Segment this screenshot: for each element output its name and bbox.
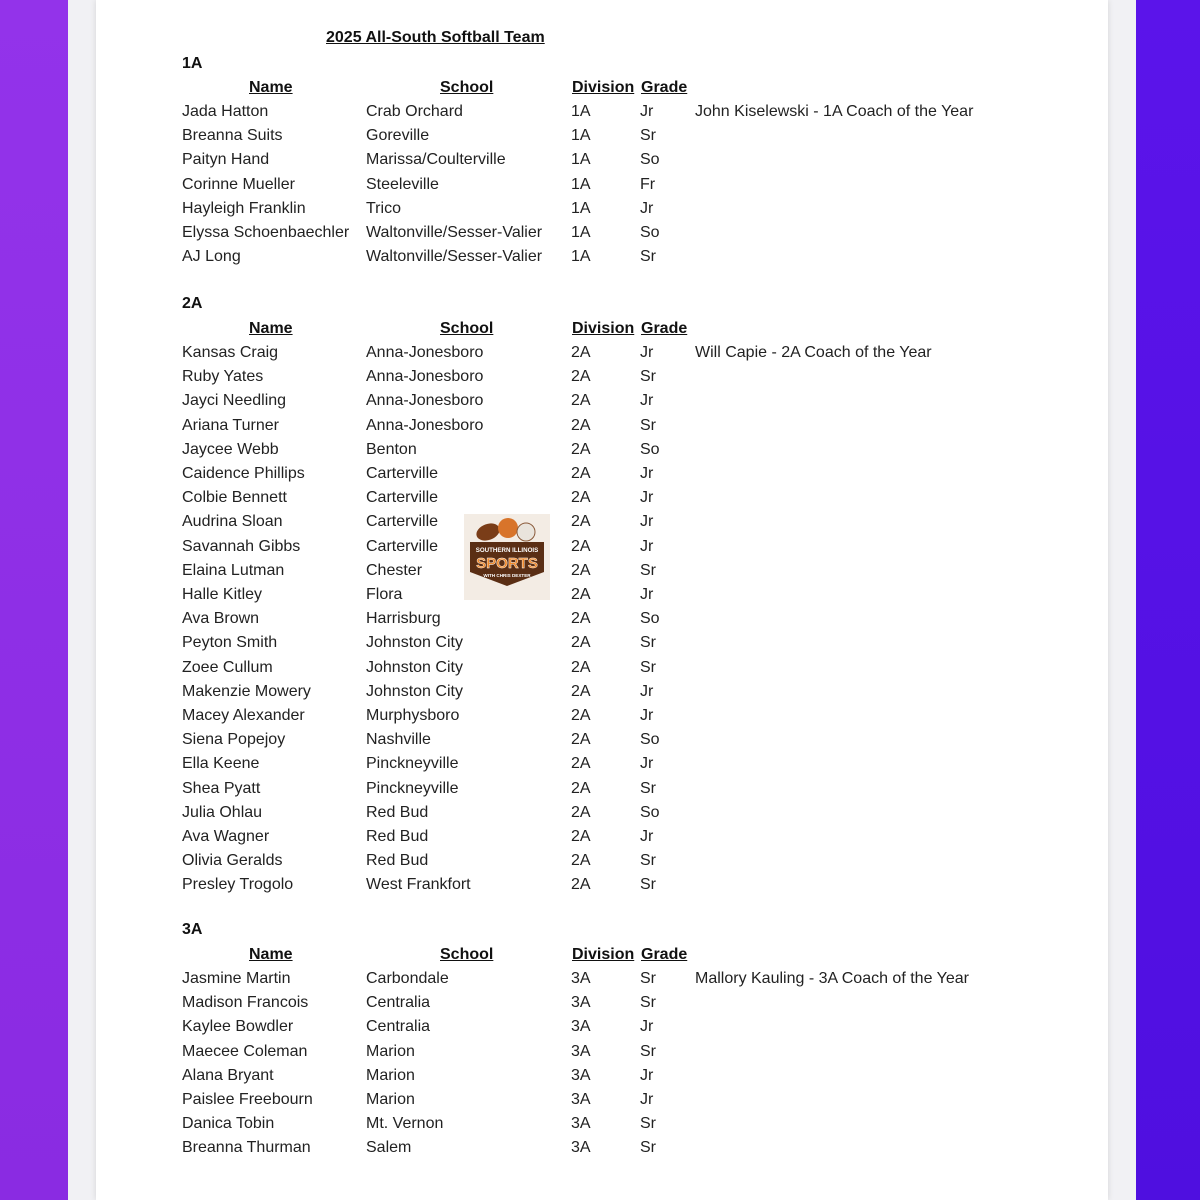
player-grade: Sr <box>640 561 656 579</box>
header-school: School <box>440 946 494 963</box>
player-grade: Sr <box>640 368 656 386</box>
player-name: Breanna Thurman <box>182 1139 311 1157</box>
table-row <box>0 368 1100 392</box>
header-school: School <box>440 320 494 337</box>
player-grade: Jr <box>640 392 654 410</box>
player-school: Carterville <box>366 489 439 507</box>
player-grade: Jr <box>640 537 654 555</box>
player-grade: Sr <box>640 634 656 652</box>
player-name: Jasmine Martin <box>182 970 291 987</box>
player-school: Red Bud <box>366 828 429 845</box>
table-row <box>0 513 1100 537</box>
player-division: 2A <box>571 416 591 434</box>
header-name: Name <box>249 79 293 96</box>
player-school: Red Bud <box>366 803 429 821</box>
player-grade: Sr <box>640 852 656 870</box>
player-school: Carterville <box>366 465 439 482</box>
player-school: Crab Orchard <box>366 103 463 120</box>
player-grade: Fr <box>640 175 656 193</box>
svg-text:SPORTS: SPORTS <box>476 555 538 572</box>
player-grade: Sr <box>640 1115 656 1133</box>
player-school: Johnston City <box>366 634 463 652</box>
player-school: Red Bud <box>366 852 429 870</box>
player-grade: So <box>640 224 660 241</box>
player-division: 2A <box>571 392 591 410</box>
player-name: Breanna Suits <box>182 127 283 145</box>
player-grade: Sr <box>640 970 656 987</box>
table-row <box>0 683 1100 707</box>
player-division: 1A <box>571 224 591 241</box>
table-row <box>0 417 1100 441</box>
table-row <box>0 610 1100 634</box>
player-division: 2A <box>571 755 591 773</box>
table-row <box>0 1139 1100 1163</box>
player-school: Carbondale <box>366 970 449 987</box>
player-school: Centralia <box>366 994 431 1012</box>
player-name: AJ Long <box>182 248 241 266</box>
player-name: Alana Bryant <box>182 1066 274 1084</box>
player-name: Danica Tobin <box>182 1115 275 1133</box>
player-division: 2A <box>571 731 591 749</box>
player-grade: Sr <box>640 1139 656 1157</box>
player-grade: Sr <box>640 779 656 797</box>
player-division: 2A <box>571 658 591 676</box>
player-name: Peyton Smith <box>182 634 278 652</box>
table-row <box>0 1018 1100 1042</box>
player-school: Steeleville <box>366 175 439 193</box>
player-name: Maecee Coleman <box>182 1042 308 1060</box>
player-division: 3A <box>571 994 591 1012</box>
player-division: 2A <box>571 465 591 482</box>
southern-illinois-sports-logo <box>464 514 550 600</box>
player-name: Olivia Geralds <box>182 852 283 870</box>
player-name: Jada Hatton <box>182 103 269 120</box>
player-grade: Sr <box>640 1042 656 1060</box>
header-division: Division <box>572 320 635 337</box>
player-division: 1A <box>571 151 591 169</box>
player-name: Makenzie Mowery <box>182 682 311 700</box>
table-row <box>0 970 1100 994</box>
header-grade: Grade <box>641 946 688 963</box>
table-row <box>0 248 1100 272</box>
player-school: West Frankfort <box>366 876 471 894</box>
player-grade: Jr <box>640 489 654 507</box>
player-grade: So <box>640 610 660 628</box>
player-name: Zoee Cullum <box>182 658 273 676</box>
player-school: Johnston City <box>366 682 463 700</box>
table-row <box>0 392 1100 416</box>
player-name: Elaina Lutman <box>182 561 285 579</box>
player-school: Centralia <box>366 1018 431 1036</box>
player-name: Jayci Needling <box>182 392 287 410</box>
coach-of-the-year-note: Mallory Kauling - 3A Coach of the Year <box>695 970 969 987</box>
table-row <box>0 659 1100 683</box>
player-division: 2A <box>571 876 591 894</box>
right-gradient-border <box>1136 0 1200 1200</box>
table-row <box>0 634 1100 658</box>
player-division: 3A <box>571 1042 591 1060</box>
player-division: 2A <box>571 513 591 531</box>
player-division: 2A <box>571 344 591 361</box>
player-school: Pinckneyville <box>366 779 459 797</box>
player-division: 2A <box>571 489 591 507</box>
player-division: 3A <box>571 970 591 987</box>
player-grade: Sr <box>640 876 656 894</box>
player-name: Kaylee Bowdler <box>182 1018 294 1036</box>
player-name: Macey Alexander <box>182 707 305 724</box>
coach-of-the-year-note: John Kiselewski - 1A Coach of the Year <box>695 103 974 120</box>
player-division: 3A <box>571 1115 591 1133</box>
player-school: Marion <box>366 1066 415 1084</box>
section-label-1a: 1A <box>182 55 203 72</box>
table-row <box>0 755 1100 779</box>
player-division: 2A <box>571 682 591 700</box>
player-school: Harrisburg <box>366 610 441 628</box>
player-school: Anna-Jonesboro <box>366 368 484 386</box>
player-grade: Jr <box>640 1091 654 1108</box>
table-row <box>0 828 1100 852</box>
player-grade: Jr <box>640 586 654 603</box>
player-division: 2A <box>571 561 591 579</box>
table-row <box>0 151 1100 175</box>
header-grade: Grade <box>641 320 688 337</box>
player-name: Jaycee Webb <box>182 440 279 458</box>
table-row <box>0 538 1100 562</box>
table-row <box>0 707 1100 731</box>
player-name: Ava Brown <box>182 610 260 628</box>
player-name: Ava Wagner <box>182 828 270 845</box>
player-school: Anna-Jonesboro <box>366 416 484 434</box>
header-name: Name <box>249 320 293 337</box>
player-school: Salem <box>366 1139 412 1157</box>
player-school: Nashville <box>366 731 431 749</box>
table-row <box>0 1115 1100 1139</box>
table-row <box>0 176 1100 200</box>
player-name: Siena Popejoy <box>182 731 286 749</box>
player-grade: Sr <box>640 248 656 266</box>
player-grade: So <box>640 731 660 749</box>
player-school: Pinckneyville <box>366 755 459 773</box>
player-division: 3A <box>571 1091 591 1108</box>
player-name: Hayleigh Franklin <box>182 199 306 217</box>
player-division: 2A <box>571 803 591 821</box>
player-school: Marion <box>366 1042 415 1060</box>
player-name: Paityn Hand <box>182 151 270 169</box>
player-division: 1A <box>571 199 591 217</box>
player-grade: Jr <box>640 344 654 361</box>
player-school: Carterville <box>366 513 439 531</box>
player-grade: Sr <box>640 127 656 145</box>
table-row <box>0 489 1100 513</box>
player-school: Waltonville/Sesser-Valier <box>366 224 543 241</box>
player-grade: Jr <box>640 1018 654 1036</box>
player-name: Savannah Gibbs <box>182 537 301 555</box>
player-grade: Sr <box>640 416 656 434</box>
player-school: Carterville <box>366 537 439 555</box>
player-division: 2A <box>571 707 591 724</box>
table-row <box>0 780 1100 804</box>
player-name: Presley Trogolo <box>182 876 294 894</box>
player-name: Colbie Bennett <box>182 489 287 507</box>
header-division: Division <box>572 79 635 96</box>
player-grade: Jr <box>640 707 654 724</box>
header-name: Name <box>249 946 293 963</box>
player-name: Corinne Mueller <box>182 175 295 193</box>
sports-logo-icon <box>464 514 550 600</box>
table-row <box>0 586 1100 610</box>
player-name: Caidence Phillips <box>182 465 305 482</box>
table-row <box>0 1091 1100 1115</box>
player-division: 1A <box>571 175 591 193</box>
table-row <box>0 441 1100 465</box>
player-division: 2A <box>571 828 591 845</box>
player-division: 2A <box>571 440 591 458</box>
header-school: School <box>440 79 494 96</box>
header-grade: Grade <box>641 79 688 96</box>
player-name: Ariana Turner <box>182 416 279 434</box>
table-row <box>0 103 1100 127</box>
player-school: Trico <box>366 199 401 217</box>
player-name: Audrina Sloan <box>182 513 283 531</box>
table-row <box>0 224 1100 248</box>
player-grade: So <box>640 803 660 821</box>
player-school: Marissa/Coulterville <box>366 151 506 169</box>
section-label-3a: 3A <box>182 921 203 938</box>
table-row <box>0 562 1100 586</box>
player-school: Benton <box>366 440 417 458</box>
player-grade: So <box>640 151 660 169</box>
svg-text:SOUTHERN ILLINOIS: SOUTHERN ILLINOIS <box>475 547 539 554</box>
table-row <box>0 876 1100 900</box>
player-name: Paislee Freebourn <box>182 1091 313 1108</box>
player-name: Halle Kitley <box>182 586 263 603</box>
player-school: Flora <box>366 586 403 603</box>
section-label-2a: 2A <box>182 295 203 312</box>
player-division: 3A <box>571 1066 591 1084</box>
player-name: Madison Francois <box>182 994 309 1012</box>
player-division: 3A <box>571 1018 591 1036</box>
player-division: 2A <box>571 634 591 652</box>
table-row <box>0 200 1100 224</box>
table-row <box>0 852 1100 876</box>
player-grade: So <box>640 440 660 458</box>
player-school: Johnston City <box>366 658 463 676</box>
player-school: Anna-Jonesboro <box>366 344 484 361</box>
player-school: Marion <box>366 1091 415 1108</box>
document-title: 2025 All-South Softball Team <box>326 29 545 46</box>
player-grade: Jr <box>640 513 654 531</box>
player-division: 2A <box>571 852 591 870</box>
player-division: 1A <box>571 103 591 120</box>
player-grade: Sr <box>640 658 656 676</box>
player-grade: Jr <box>640 199 654 217</box>
player-name: Ella Keene <box>182 755 260 773</box>
player-grade: Jr <box>640 755 654 773</box>
player-division: 2A <box>571 779 591 797</box>
table-row <box>0 804 1100 828</box>
table-row <box>0 127 1100 151</box>
player-school: Goreville <box>366 127 430 145</box>
header-division: Division <box>572 946 635 963</box>
player-division: 1A <box>571 127 591 145</box>
player-school: Waltonville/Sesser-Valier <box>366 248 543 266</box>
player-division: 1A <box>571 248 591 266</box>
player-school: Murphysboro <box>366 707 460 724</box>
table-row <box>0 344 1100 368</box>
coach-of-the-year-note: Will Capie - 2A Coach of the Year <box>695 344 932 361</box>
player-division: 2A <box>571 586 591 603</box>
table-row <box>0 731 1100 755</box>
player-name: Ruby Yates <box>182 368 264 386</box>
player-division: 2A <box>571 537 591 555</box>
svg-text:WITH CHRIS DEXTER: WITH CHRIS DEXTER <box>483 573 531 578</box>
table-row <box>0 465 1100 489</box>
player-division: 2A <box>571 610 591 628</box>
player-name: Kansas Craig <box>182 344 279 361</box>
player-grade: Jr <box>640 1066 654 1084</box>
player-school: Anna-Jonesboro <box>366 392 484 410</box>
player-division: 3A <box>571 1139 591 1157</box>
player-grade: Jr <box>640 828 654 845</box>
player-grade: Jr <box>640 465 654 482</box>
player-school: Mt. Vernon <box>366 1115 444 1133</box>
table-row <box>0 1043 1100 1067</box>
player-division: 2A <box>571 368 591 386</box>
player-grade: Jr <box>640 682 654 700</box>
table-row <box>0 1067 1100 1091</box>
player-school: Chester <box>366 561 423 579</box>
player-grade: Sr <box>640 994 656 1012</box>
player-name: Shea Pyatt <box>182 779 261 797</box>
player-grade: Jr <box>640 103 654 120</box>
player-name: Elyssa Schoenbaechler <box>182 224 350 241</box>
table-row <box>0 994 1100 1018</box>
player-name: Julia Ohlau <box>182 803 263 821</box>
